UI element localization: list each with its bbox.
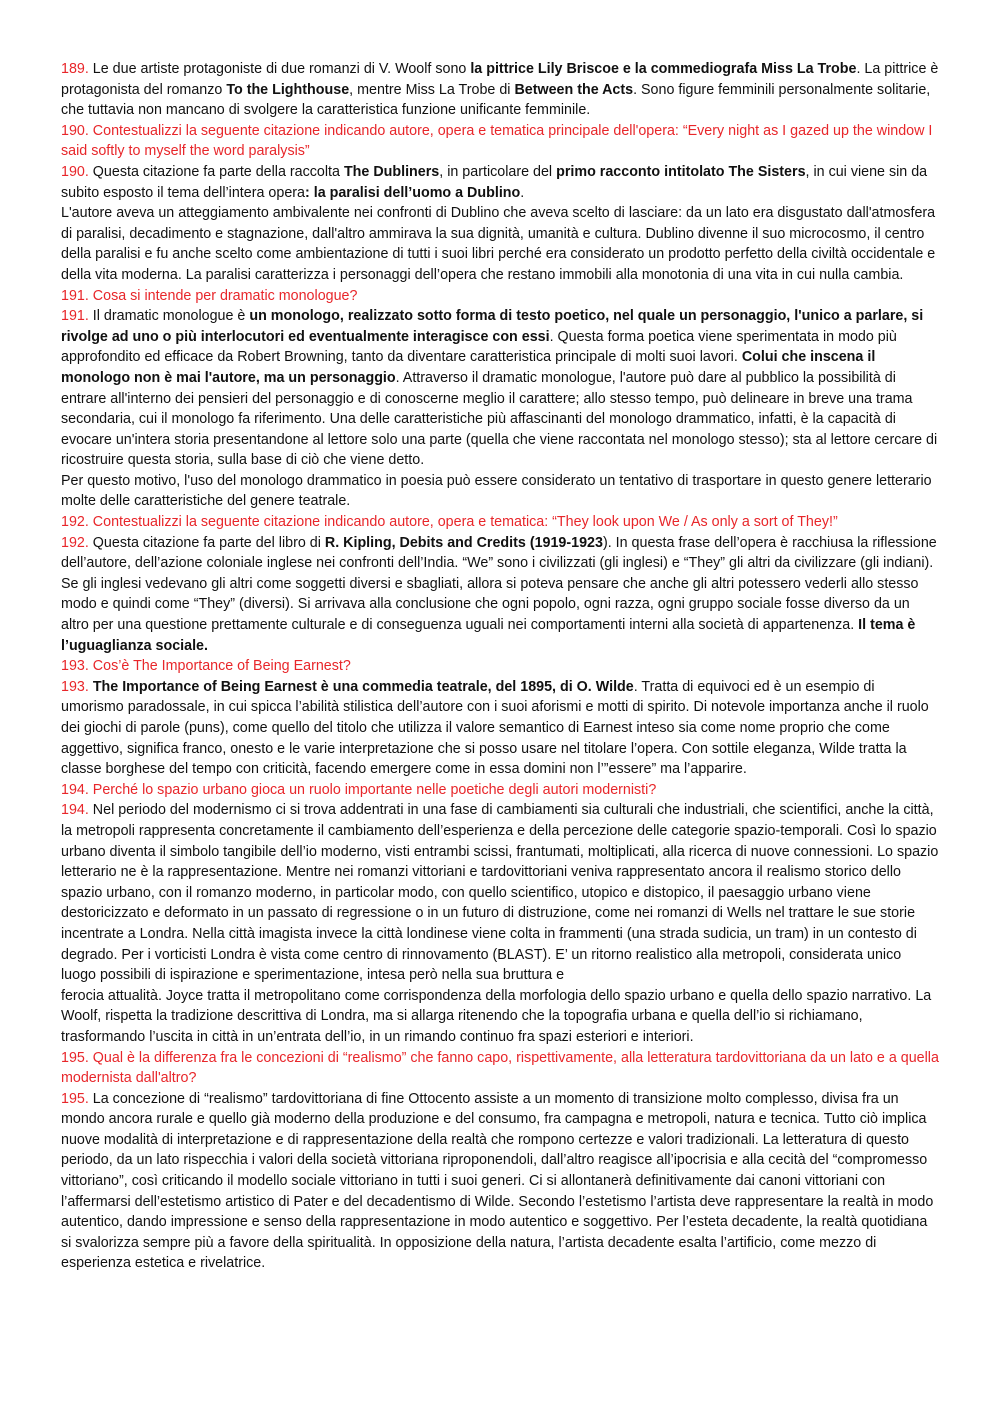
text-run: . [520, 184, 525, 201]
question-paragraph [61, 286, 940, 307]
text-run: 190. Contestualizzi la seguente citazione indicando autore, opera e tematica principale dell'opera: “Every night as I gazed up the window I said softly to myself the word paralysis” [61, 122, 933, 160]
question-paragraph [61, 780, 940, 801]
question-paragraph [61, 512, 940, 533]
text-run: . Sono figure femminili personalmente solitarie, che tuttavia non mancano di svolgere la caratteristica funzione unificante femminile. [61, 81, 931, 119]
answer-paragraph [61, 203, 940, 285]
answer-number: 192. [61, 534, 89, 551]
answer-number: 190. [61, 163, 89, 180]
text-run: 193. Cos’è The Importance of Being Earnest? [61, 658, 351, 675]
bold-text-run: Between the Acts [514, 81, 634, 98]
bold-text-run: The Importance of Being Earnest è una commedia teatrale, del 1895, di O. Wilde [92, 678, 634, 695]
bold-text-run: la pittrice Lily Briscoe e la commediografa Miss La Trobe [470, 61, 857, 77]
answer-paragraph [61, 800, 940, 985]
answer-paragraph [61, 306, 940, 471]
text-run: L'autore aveva un atteggiamento ambivalente nei confronti di Dublino che aveva scelto di lasciare: da un lato era disgustato dall'atmosfera di paralisi, decadimento e stagnazione, dall'altro ammirava la sua dignità, umanità e cultura. Dublino divenne il suo microcosmo, il centro della paralisi e fu anche scelto come ambientazione di tutti i suoi libri perché era considerato un prodotto perfetto della civiltà occidentale e della vita moderna. La paralisi caratterizza i personaggi dell’opera che restano immobili alla monotonia di una vita in cui nulla cambia. [61, 205, 936, 283]
text-run: . Tratta di equivoci ed è un esempio di umorismo paradossale, in cui spicca l’abilità stilistica dell’autore con i suoi aforismi e motti di spirito. Di notevole importanza anche il ruolo dei giochi di parole (puns), come quello del titolo che utilizza il valore semantico di Earnest inteso sia come nome proprio che come aggettivo, significa franco, onesto e le varie interpretazione che si posso usare nel titolare l’opera. Con sottile eleganza, Wilde tratta la classe borghese del tempo con criticità, facendo emergere come in essa domini non l’”essere” ma l’apparire. [61, 678, 929, 778]
text-run: 194. Perché lo spazio urbano gioca un ruolo importante nelle poetiche degli autori modernisti? [61, 781, 657, 798]
text-run: Nel periodo del modernismo ci si trova addentrati in una fase di cambiamenti sia culturali che industriali, che scientifici, anche la città, la metropoli rappresenta concretamente il cambiamento dell’esperienza e della percezione delle categorie spazio-temporali. Così lo spazio urbano diventa il simbolo tangibile dell’io moderno, visti entrambi scissi, frantumati, moltiplicati, alla ricerca di nuove connessioni. Lo spazio letterario ne è la rappresentazione. Mentre nei romanzi vittoriani e tardovittoriani veniva rappresentato ancora il realismo storico dello spazio urbano, con il romanzo moderno, in particolar modo, con quello scientifico, utopico e distopico, il paesaggio urbano viene destoricizzato e deformato in un passato di regressione o in un futuro di distruzione, come nei romanzi di Wells nel trattare le sue storie incentrate a Londra. Nella città imagista invece la città londinese viene colta in frammenti (una strada sudicia, un tram) in un contesto di degrado. Per i vorticisti Londra è vista come centro di rinnovamento (BLAST). E’ un ritorno realistico alla metropoli, considerata unico luogo possibili di ispirazione e sperimentazione, intesa però nella sua bruttura e [61, 802, 939, 984]
bold-text-run: The Dubliners [343, 163, 440, 180]
text-run: , mentre Miss La Trobe di [349, 81, 515, 98]
answer-paragraph [61, 162, 940, 203]
text-run: ferocia attualità. Joyce tratta il metropolitano come corrispondenza della morfologia dello spazio urbano e quella dello spazio narrativo. La Woolf, rispetta la tradizione descrittiva di Londra, ma si allarga ritenendo che la topografia urbana e quella dell’io si richiamano, trasformando l’uscita in città in un’entrata dell’io, in un rimando continuo fra spazi esteriori e interiori. [61, 987, 932, 1045]
question-paragraph [61, 656, 940, 677]
bold-text-run: primo racconto intitolato The Sisters [556, 163, 806, 180]
bold-text-run: : la paralisi dell’uomo a Dublino [304, 184, 521, 201]
text-run: 195. Qual è la differenza fra le concezioni di “realismo” che fanno capo, rispettivamente, alla letteratura tardovittoriana da un lato e a quella modernista dall'altro? [61, 1049, 939, 1087]
question-paragraph [61, 121, 940, 162]
bold-text-run: To the Lighthouse [226, 81, 350, 98]
text-run: ). In questa frase dell’opera è racchiusa la riflessione dell’autore, dell’azione coloniale inglese nei confronti dell’India. “We” sono i civilizzati (gli inglesi) e “They” gli altri da civilizzare (gli indiani). Se gli inglesi vedevano gli altri come soggetti diversi e sbagliati, allora si poteva pensare che anche gli altri potessero vederli allo stesso modo e quindi come “They” (diversi). Si arrivava alla conclusione che ogni popolo, ogni razza, ogni gruppo sociale fosse diverso da un altro per una questione prettamente culturale e di conseguenza uguali nei comportamenti interni alla società di appartenenza. [61, 534, 937, 634]
text-run: Le due artiste protagoniste di due romanzi di V. Woolf sono [88, 61, 471, 77]
answer-number: 195. [61, 1090, 89, 1107]
bold-text-run: Il tema è l’uguaglianza sociale. [61, 617, 916, 654]
answer-number: 191. [61, 308, 89, 325]
text-run: . Attraverso il dramatic monologue, l'autore può dare al pubblico la possibilità di entrare all'interno dei pensieri del personaggio e di conoscerne meglio il carattere; allo stesso tempo, può delineare in breve una trama secondaria, cui il monologo fa riferimento. Una delle caratteristiche più affascinanti del monologo drammatico, infatti, è la capacità di evocare un'intera storia presentandone al lettore solo una parte (quella che viene raccontata nel monologo stesso); sta al lettore cercare di ricostruire questa storia, sulla base di ciò che viene detto. [61, 369, 938, 469]
answer-paragraph [61, 1089, 940, 1274]
question-paragraph [61, 1048, 940, 1089]
answer-number: 194. [61, 802, 89, 819]
answer-paragraph [61, 533, 940, 657]
answer-paragraph [61, 59, 940, 121]
bold-text-run: R. Kipling, Debits and Credits (1919-1923 [324, 534, 603, 551]
text-run: , in particolare del [439, 163, 557, 180]
text-run: 191. Cosa si intende per dramatic monologue? [61, 287, 358, 304]
text-run: Questa citazione fa parte della raccolta [88, 163, 344, 180]
answer-number: 193. [61, 678, 89, 695]
text-run: 192. Contestualizzi la seguente citazione indicando autore, opera e tematica: “They look upon We / As only a sort of They!” [61, 514, 838, 531]
answer-paragraph [61, 677, 940, 780]
text-run: . La pittrice è protagonista del romanzo [61, 61, 939, 98]
text-run: Per questo motivo, l'uso del monologo drammatico in poesia può essere considerato un tentativo di trasportare in questo genere letterario molte delle caratteristiche del genere teatrale. [61, 472, 932, 510]
text-run: La concezione di “realismo” tardovittoriana di fine Ottocento assiste a un momento di transizione molto complesso, divisa fra un mondo ancora rurale e quello già moderno della produzione e del consumo, fra campagna e metropoli, natura e tecnica. Tutto ciò implica nuove modalità di interpretazione e di rappresentazione della realtà che rompono certezze e valori tradizionali. La letteratura di questo periodo, da un lato rispecchia i valori della società vittoriana riproponendoli, dall’altro reagisce all’ipocrisia e alla cecità del “compromesso vittoriano”, così criticando il modello sociale vittoriano in tutti i suoi generi. Ci si allontanerà definitivamente dai canoni vittoriani con l’affermarsi dell’estetismo artistico di Pater e del decadentismo di Wilde. Secondo l’estetismo l’artista deve rappresentare la realtà in modo autentico, dando impressione e senso della rappresentazione in modo autentico e soggettivo. Per l’esteta decadente, la realtà quotidiana si svalorizza sempre più a favore della spiritualità. In opposizione della natura, l’artista decadente esalta l’artificio, come mezzo di esperienza estetica e rivelatrice. [61, 1090, 934, 1272]
bold-text-run: Colui che inscena il monologo non è mai l'autore, ma un personaggio [61, 349, 876, 386]
text-run: , in cui viene sin da subito esposto il tema dell’intera opera [61, 163, 928, 201]
text-run: Il dramatic monologue è [88, 308, 250, 325]
answer-paragraph [61, 471, 940, 512]
text-run: Questa citazione fa parte del libro di [88, 534, 325, 551]
text-run: . Questa forma poetica viene sperimentata in modo più approfondito ed efficace da Robert Browning, tanto da diventare caratteristica principale di molti suoi lavori. [61, 328, 897, 366]
bold-text-run: un monologo, realizzato sotto forma di testo poetico, nel quale un personaggio, l'unico a parlare, si rivolge ad uno o più interlocutori ed eventualmente interagisce con essi [61, 308, 924, 345]
answer-paragraph [61, 986, 940, 1048]
answer-number: 189. [61, 61, 89, 77]
